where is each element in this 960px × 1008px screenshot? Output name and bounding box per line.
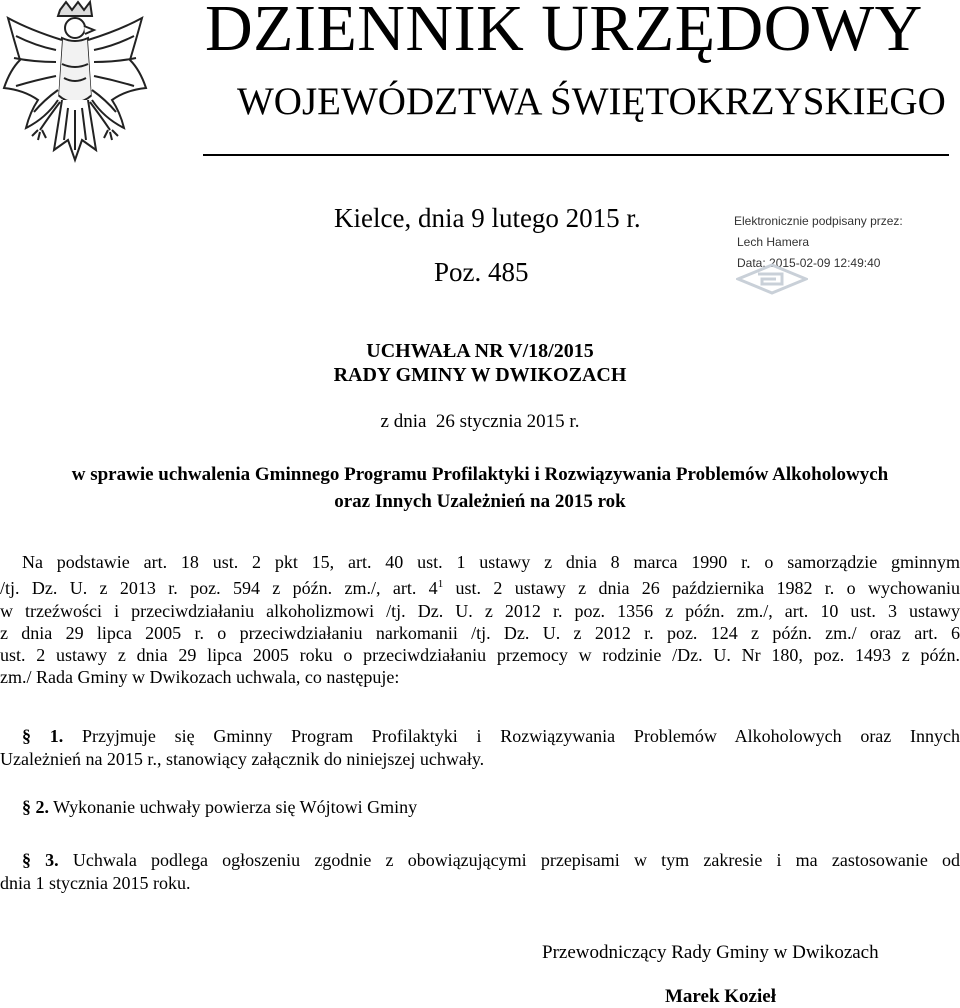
position-number: Poz. 485	[434, 257, 529, 287]
resolution-number: UCHWAŁA NR V/18/2015	[366, 340, 594, 362]
legal-basis-text: /tj. Dz. U. z 2013 r. poz. 594 z późn. zm./, art. 4	[0, 578, 438, 599]
legal-basis-line: zm./ Rada Gminy w Dwikozach uchwala, co następuje:	[0, 667, 400, 688]
signatory-name: Marek Kozieł	[665, 986, 776, 1007]
legal-basis-text: ust. 2 ustawy z dnia 26 października 1982 r. o wychowaniu	[443, 578, 960, 599]
signature-seal-icon	[736, 262, 808, 296]
section-2	[0, 796, 960, 819]
legal-basis	[0, 551, 960, 689]
section-text: Wykonanie uchwały powierza się Wójtowi Gminy	[49, 797, 418, 817]
journal-title: DZIENNIK URZĘDOWY	[205, 0, 923, 65]
legal-basis-line	[0, 573, 960, 599]
section-3	[0, 849, 960, 895]
signatory-title: Przewodniczący Rady Gminy w Dwikozach	[542, 942, 879, 963]
legal-basis-superscript: 1	[437, 578, 444, 591]
journal-subtitle: WOJEWÓDZTWA ŚWIĘTOKRZYSKIEGO	[237, 80, 946, 123]
section-line	[0, 849, 960, 872]
resolution-body: RADY GMINY W DWIKOZACH	[333, 364, 627, 386]
place-and-date: Kielce, dnia 9 lutego 2015 r.	[334, 203, 641, 233]
resolution-date: z dnia 26 stycznia 2015 r.	[380, 411, 580, 432]
section-line: dnia 1 stycznia 2015 roku.	[0, 873, 191, 893]
polish-eagle-emblem-icon	[0, 0, 150, 180]
legal-basis-line: w trzeźwości i przeciwdziałaniu alkoholizmowi /tj. Dz. U. z 2012 r. poz. 1356 z późn. zm./, art. 10 ust. 3 ustawy	[0, 600, 960, 621]
section-mark: § 1.	[22, 726, 64, 746]
legal-basis-line: Na podstawie art. 18 ust. 2 pkt 15, art. 40 ust. 1 ustawy z dnia 8 marca 1990 r. o samorządzie gminnym	[22, 552, 960, 572]
header-divider	[203, 154, 949, 156]
signature-date: Data: 2015-02-09 12:49:40	[737, 256, 881, 270]
subject-line-1: w sprawie uchwalenia Gminnego Programu Profilaktyki i Rozwiązywania Problemów Alkoholowych	[71, 464, 889, 485]
legal-basis-line: ust. 2 ustawy z dnia 29 lipca 2005 roku o przeciwdziałaniu przemocy w rodzinie /Dz. U. Nr 180, poz. 1493 z późn.	[0, 645, 960, 666]
resolution-subject	[0, 461, 960, 515]
section-text: Uchwala podlega ogłoszeniu zgodnie z obowiązującymi przepisami w tym zakresie i ma zastosowanie od	[58, 850, 960, 870]
section-text: Przyjmuje się Gminny Program Profilaktyki i Rozwiązywania Problemów Alkoholowych oraz Innych	[63, 726, 960, 746]
resolution-header	[0, 339, 960, 387]
section-mark: § 2.	[22, 797, 49, 817]
signature-signer: Lech Hamera	[737, 235, 810, 249]
section-line	[0, 796, 960, 819]
signature-label: Elektronicznie podpisany przez:	[734, 214, 903, 228]
section-line	[0, 725, 960, 748]
section-line: Uzależnień na 2015 r., stanowiący załącznik do niniejszej uchwały.	[0, 749, 485, 769]
section-mark: § 3.	[22, 850, 59, 870]
section-1	[0, 725, 960, 771]
subject-line-2: oraz Innych Uzależnień na 2015 rok	[334, 491, 626, 512]
legal-basis-line: z dnia 29 lipca 2005 r. o przeciwdziałaniu narkomanii /tj. Dz. U. z 2012 r. poz. 124 z późn. zm./ oraz art. 6	[0, 622, 960, 643]
